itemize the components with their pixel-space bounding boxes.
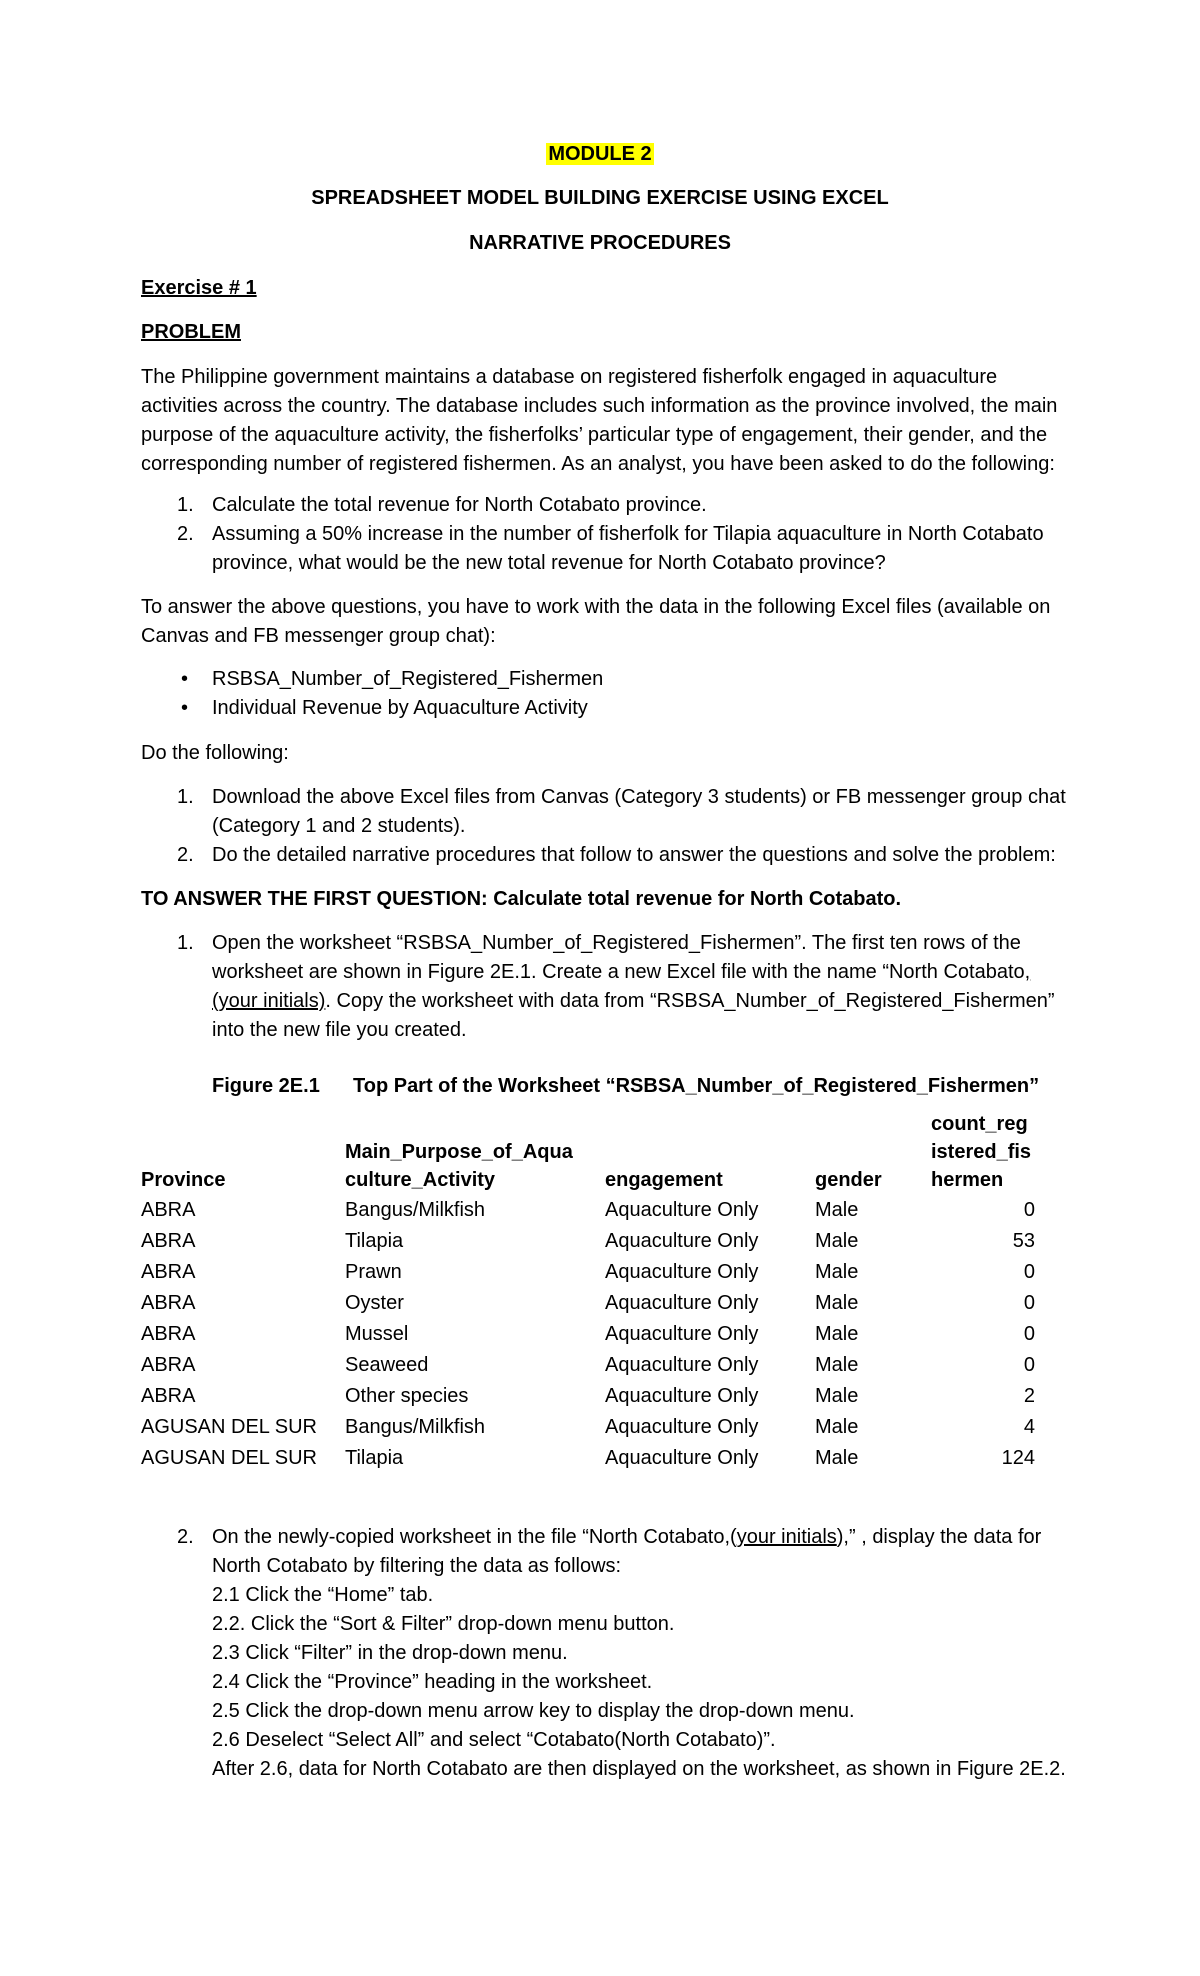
table-row [141,1194,1035,1225]
cell-province: ABRA [141,1323,196,1345]
list-text: Download the above Excel files from Canvas (Category 3 students) or FB messenger group chat (Category 1 and 2 students). [212,786,1066,837]
list-item [141,491,1071,520]
step1-list [141,929,1071,1045]
cell-main-purpose: Tilapia [345,1447,404,1469]
table-row [141,1287,1035,1318]
list-item [141,520,1071,578]
cell-province: AGUSAN DEL SUR [141,1447,317,1469]
step2-text-a: On the newly-copied worksheet in the file “North Cotabato,( [212,1526,737,1548]
cell-gender: Male [815,1292,859,1314]
bullet: • [181,697,189,719]
data-table [141,1110,1035,1473]
problem-label: PROBLEM [141,321,241,343]
cell-gender: Male [815,1447,859,1469]
cell-count: 4 [1023,1416,1035,1438]
substeps [212,1581,1072,1784]
tasks-list [141,783,1071,870]
cell-gender: Male [815,1354,859,1376]
figure-label: Figure 2E.1 [212,1075,320,1097]
list-item [141,665,1071,694]
first-question-heading: TO ANSWER THE FIRST QUESTION: Calculate total revenue for North Cotabato. [141,888,902,910]
cell-gender: Male [815,1261,859,1283]
cell-engagement: Aquaculture Only [605,1230,759,1252]
list-number: 1. [177,494,194,516]
cell-count: 53 [1012,1230,1035,1252]
list-number: 1. [177,786,194,808]
header-line: count_reg [931,1113,1028,1135]
module-label: MODULE 2 [548,143,652,165]
document-subtitle: NARRATIVE PROCEDURES [469,232,731,254]
substep: 2.5 Click the drop-down menu arrow key to display the drop-down menu. [212,1700,855,1722]
cell-gender: Male [815,1416,859,1438]
step2-initials: your initials [736,1526,837,1548]
cell-engagement: Aquaculture Only [605,1385,759,1407]
cell-province: ABRA [141,1230,196,1252]
cell-main-purpose: Prawn [345,1261,402,1283]
table-header-row [141,1110,1035,1194]
files-list [141,665,1071,723]
substep: 2.1 Click the “Home” tab. [212,1584,434,1606]
cell-engagement: Aquaculture Only [605,1292,759,1314]
questions-list [141,491,1071,578]
step1-initials: (your initials) [212,990,326,1012]
header-gender: gender [815,1169,882,1191]
table-row [141,1380,1035,1411]
cell-province: ABRA [141,1199,196,1221]
table-row [141,1318,1035,1349]
cell-main-purpose: Bangus/Milkfish [345,1199,486,1221]
list-number: 2. [177,523,194,545]
cell-main-purpose: Oyster [345,1292,404,1314]
substep: 2.4 Click the “Province” heading in the worksheet. [212,1671,653,1693]
step1-text-a: Open the worksheet “RSBSA_Number_of_Registered_Fishermen”. The first ten rows of the worksheet are shown in Figure 2E.1. Create a new Excel file with the name “North Cotabato [212,932,1025,983]
cell-main-purpose: Other species [345,1385,469,1407]
cell-gender: Male [815,1199,859,1221]
list-text: RSBSA_Number_of_Registered_Fishermen [212,668,604,690]
figure-caption: Top Part of the Worksheet “RSBSA_Number_of_Registered_Fishermen” [353,1075,1040,1097]
list-number: 2. [177,1526,194,1548]
table-row [141,1349,1035,1380]
cell-count: 0 [1023,1199,1035,1221]
step1-comma: , [1024,961,1031,983]
cell-main-purpose: Tilapia [345,1230,404,1252]
step1-text-b: . Copy the worksheet with data from “RSBSA_Number_of_Registered_Fishermen” into the new file you created. [212,990,1055,1041]
header-line: istered_fis [931,1141,1032,1163]
cell-engagement: Aquaculture Only [605,1323,759,1345]
table-row [141,1411,1035,1442]
cell-count: 0 [1023,1354,1035,1376]
list-number: 2. [177,844,194,866]
list-item [141,783,1071,841]
cell-province: ABRA [141,1354,196,1376]
cell-count: 0 [1023,1323,1035,1345]
header-line: culture_Activity [345,1169,496,1191]
list-item [141,694,1071,723]
header-province: Province [141,1169,226,1191]
list-item [141,1523,1071,1581]
cell-count: 2 [1023,1385,1035,1407]
cell-main-purpose: Seaweed [345,1354,429,1376]
exercise-label: Exercise # 1 [141,277,257,299]
cell-gender: Male [815,1323,859,1345]
cell-gender: Male [815,1385,859,1407]
files-intro: To answer the above questions, you have to work with the data in the following Excel files (available on Canvas and FB messenger group chat): [141,596,1051,647]
module-heading [0,140,1200,169]
cell-count: 0 [1023,1292,1035,1314]
substep: 2.6 Deselect “Select All” and select “Cotabato(North Cotabato)”. [212,1729,776,1751]
table-row [141,1225,1035,1256]
step2-list [141,1523,1071,1581]
cell-count: 124 [1001,1447,1035,1469]
table-row [141,1256,1035,1287]
substep: After 2.6, data for North Cotabato are then displayed on the worksheet, as shown in Figure 2E.2. [212,1758,1066,1780]
do-following: Do the following: [141,742,289,764]
document-title: SPREADSHEET MODEL BUILDING EXERCISE USING EXCEL [311,187,889,209]
substep: 2.2. Click the “Sort & Filter” drop-down menu button. [212,1613,675,1635]
list-text: Do the detailed narrative procedures that follow to answer the questions and solve the problem: [212,844,1056,866]
cell-count: 0 [1023,1261,1035,1283]
header-line: Main_Purpose_of_Aqua [345,1141,573,1163]
header-count [931,1110,1035,1194]
cell-engagement: Aquaculture Only [605,1354,759,1376]
cell-province: ABRA [141,1292,196,1314]
list-text: Assuming a 50% increase in the number of fisherfolk for Tilapia aquaculture in North Cotabato province, what would be the new total revenue for North Cotabato province? [212,523,1044,574]
cell-province: ABRA [141,1385,196,1407]
list-item [141,929,1071,1045]
cell-engagement: Aquaculture Only [605,1447,759,1469]
cell-engagement: Aquaculture Only [605,1261,759,1283]
list-text: Individual Revenue by Aquaculture Activity [212,697,588,719]
list-number: 1. [177,932,194,954]
list-text: Calculate the total revenue for North Cotabato province. [212,494,707,516]
cell-engagement: Aquaculture Only [605,1199,759,1221]
table-body [141,1194,1035,1473]
cell-main-purpose: Mussel [345,1323,409,1345]
intro-paragraph: The Philippine government maintains a database on registered fisherfolk engaged in aquaculture activities across the country. The database includes such information as the province involved, the main purpose of the aquaculture activity, the fisherfolks’ particular type of engagement, their gender, and the corresponding number of registered fishermen. As an analyst, you have been asked to do the following: [141,366,1058,475]
cell-gender: Male [815,1230,859,1252]
cell-engagement: Aquaculture Only [605,1416,759,1438]
table-row [141,1442,1035,1473]
list-item [141,841,1071,870]
cell-main-purpose: Bangus/Milkfish [345,1416,486,1438]
cell-province: AGUSAN DEL SUR [141,1416,317,1438]
header-line: hermen [931,1169,1004,1191]
step2-text-b: ),” , display the data for North Cotabato by filtering the data as follows: [212,1526,1042,1577]
cell-province: ABRA [141,1261,196,1283]
header-main-purpose [345,1110,605,1194]
substep: 2.3 Click “Filter” in the drop-down menu. [212,1642,568,1664]
bullet: • [181,668,189,690]
header-engagement: engagement [605,1169,723,1191]
